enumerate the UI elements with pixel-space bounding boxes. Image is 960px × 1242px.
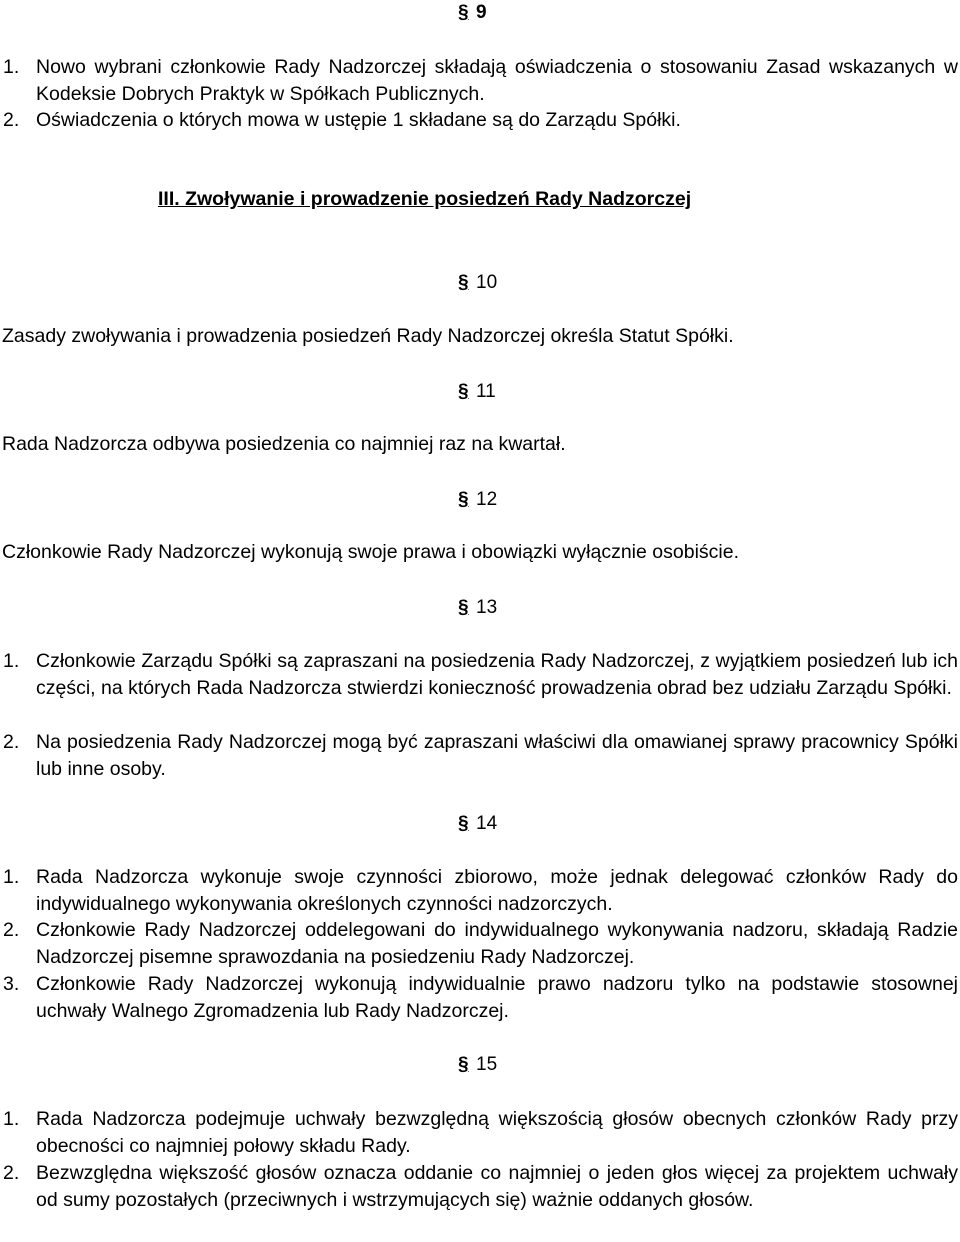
paragraph-number: 12 — [476, 489, 498, 510]
item-text: Oświadczenia o których mowa w ustępie 1 składane są do Zarządu Spółki. — [36, 109, 681, 131]
paragraph-number: 9 — [476, 2, 487, 23]
section-symbol: § — [458, 381, 469, 402]
paragraph-11-text: Rada Nadzorcza odbywa posiedzenia co najmniej raz na kwartał. — [2, 433, 566, 455]
item-marker: 3. — [3, 973, 20, 995]
item-text: Członkowie Zarządu Spółki są zapraszani na posiedzenia Rady Nadzorczej, z wyjątkiem posiedzeń lub ich części, na których Rada Nadzorcza stwierdzi konieczność prowadzenia obrad bez udziału Zarządu Spółki. — [36, 650, 958, 699]
item-marker: 2. — [3, 1162, 20, 1184]
list-item — [0, 971, 958, 1024]
item-marker: 2. — [3, 731, 20, 753]
list-item — [0, 729, 958, 782]
section-symbol: § — [458, 2, 469, 23]
paragraph-11-heading — [458, 381, 496, 403]
item-marker: 1. — [3, 866, 20, 888]
paragraph-number: 10 — [476, 272, 498, 293]
paragraph-12-text: Członkowie Rady Nadzorczej wykonują swoje prawa i obowiązki wyłącznie osobiście. — [2, 541, 739, 563]
chapter-title: III. Zwoływanie i prowadzenie posiedzeń Rady Nadzorczej — [158, 188, 692, 210]
item-marker: 1. — [3, 1108, 20, 1130]
item-text: Członkowie Rady Nadzorczej oddelegowani do indywidualnego wykonywania nadzoru, składają Radzie Nadzorczej pisemne sprawozdania na posiedzeniu Rady Nadzorczej. — [36, 919, 958, 968]
section-symbol: § — [458, 597, 469, 618]
section-symbol: § — [458, 489, 469, 510]
paragraph-10-heading — [458, 272, 497, 294]
item-text: Nowo wybrani członkowie Rady Nadzorczej składają oświadczenia o stosowaniu Zasad wskazanych w Kodeksie Dobrych Praktyk w Spółkach Publicznych. — [36, 56, 958, 105]
list-item — [0, 1106, 958, 1159]
item-text: Rada Nadzorcza wykonuje swoje czynności zbiorowo, może jednak delegować członków Rady do indywidualnego wykonywania określonych czynności nadzorczych. — [36, 866, 958, 915]
item-text: Rada Nadzorcza podejmuje uchwały bezwzględną większością głosów obecnych członków Rady przy obecności co najmniej połowy składu Rady. — [36, 1108, 958, 1157]
item-marker: 1. — [3, 56, 20, 78]
paragraph-13-heading — [458, 597, 497, 619]
list-item — [0, 54, 958, 107]
paragraph-9-heading — [458, 2, 487, 24]
paragraph-15-heading — [458, 1054, 497, 1076]
list-item — [0, 864, 958, 917]
item-text: Członkowie Rady Nadzorczej wykonują indywidualnie prawo nadzoru tylko na podstawie stosownej uchwały Walnego Zgromadzenia lub Rady Nadzorczej. — [36, 973, 958, 1022]
paragraph-12-heading — [458, 489, 497, 511]
section-symbol: § — [458, 1054, 469, 1075]
item-text: Na posiedzenia Rady Nadzorczej mogą być zapraszani właściwi dla omawianej sprawy pracownicy Spółki lub inne osoby. — [36, 731, 958, 780]
list-item — [0, 917, 958, 970]
section-symbol: § — [458, 272, 469, 293]
paragraph-number: 15 — [476, 1054, 498, 1075]
paragraph-number: 13 — [476, 597, 498, 618]
item-marker: 2. — [3, 919, 20, 941]
item-text: Bezwzględna większość głosów oznacza oddanie co najmniej o jeden głos więcej za projektem uchwały od sumy pozostałych (przeciwnych i wstrzymujących się) ważnie oddanych głosów. — [36, 1162, 958, 1211]
paragraph-10-text: Zasady zwoływania i prowadzenia posiedzeń Rady Nadzorczej określa Statut Spółki. — [2, 325, 734, 347]
paragraph-number: 11 — [476, 381, 496, 402]
paragraph-number: 14 — [476, 813, 498, 834]
list-item — [0, 107, 958, 134]
list-item — [0, 648, 958, 701]
section-symbol: § — [458, 813, 469, 834]
paragraph-14-heading — [458, 813, 497, 835]
list-item — [0, 1160, 958, 1213]
item-marker: 2. — [3, 109, 20, 131]
item-marker: 1. — [3, 650, 20, 672]
